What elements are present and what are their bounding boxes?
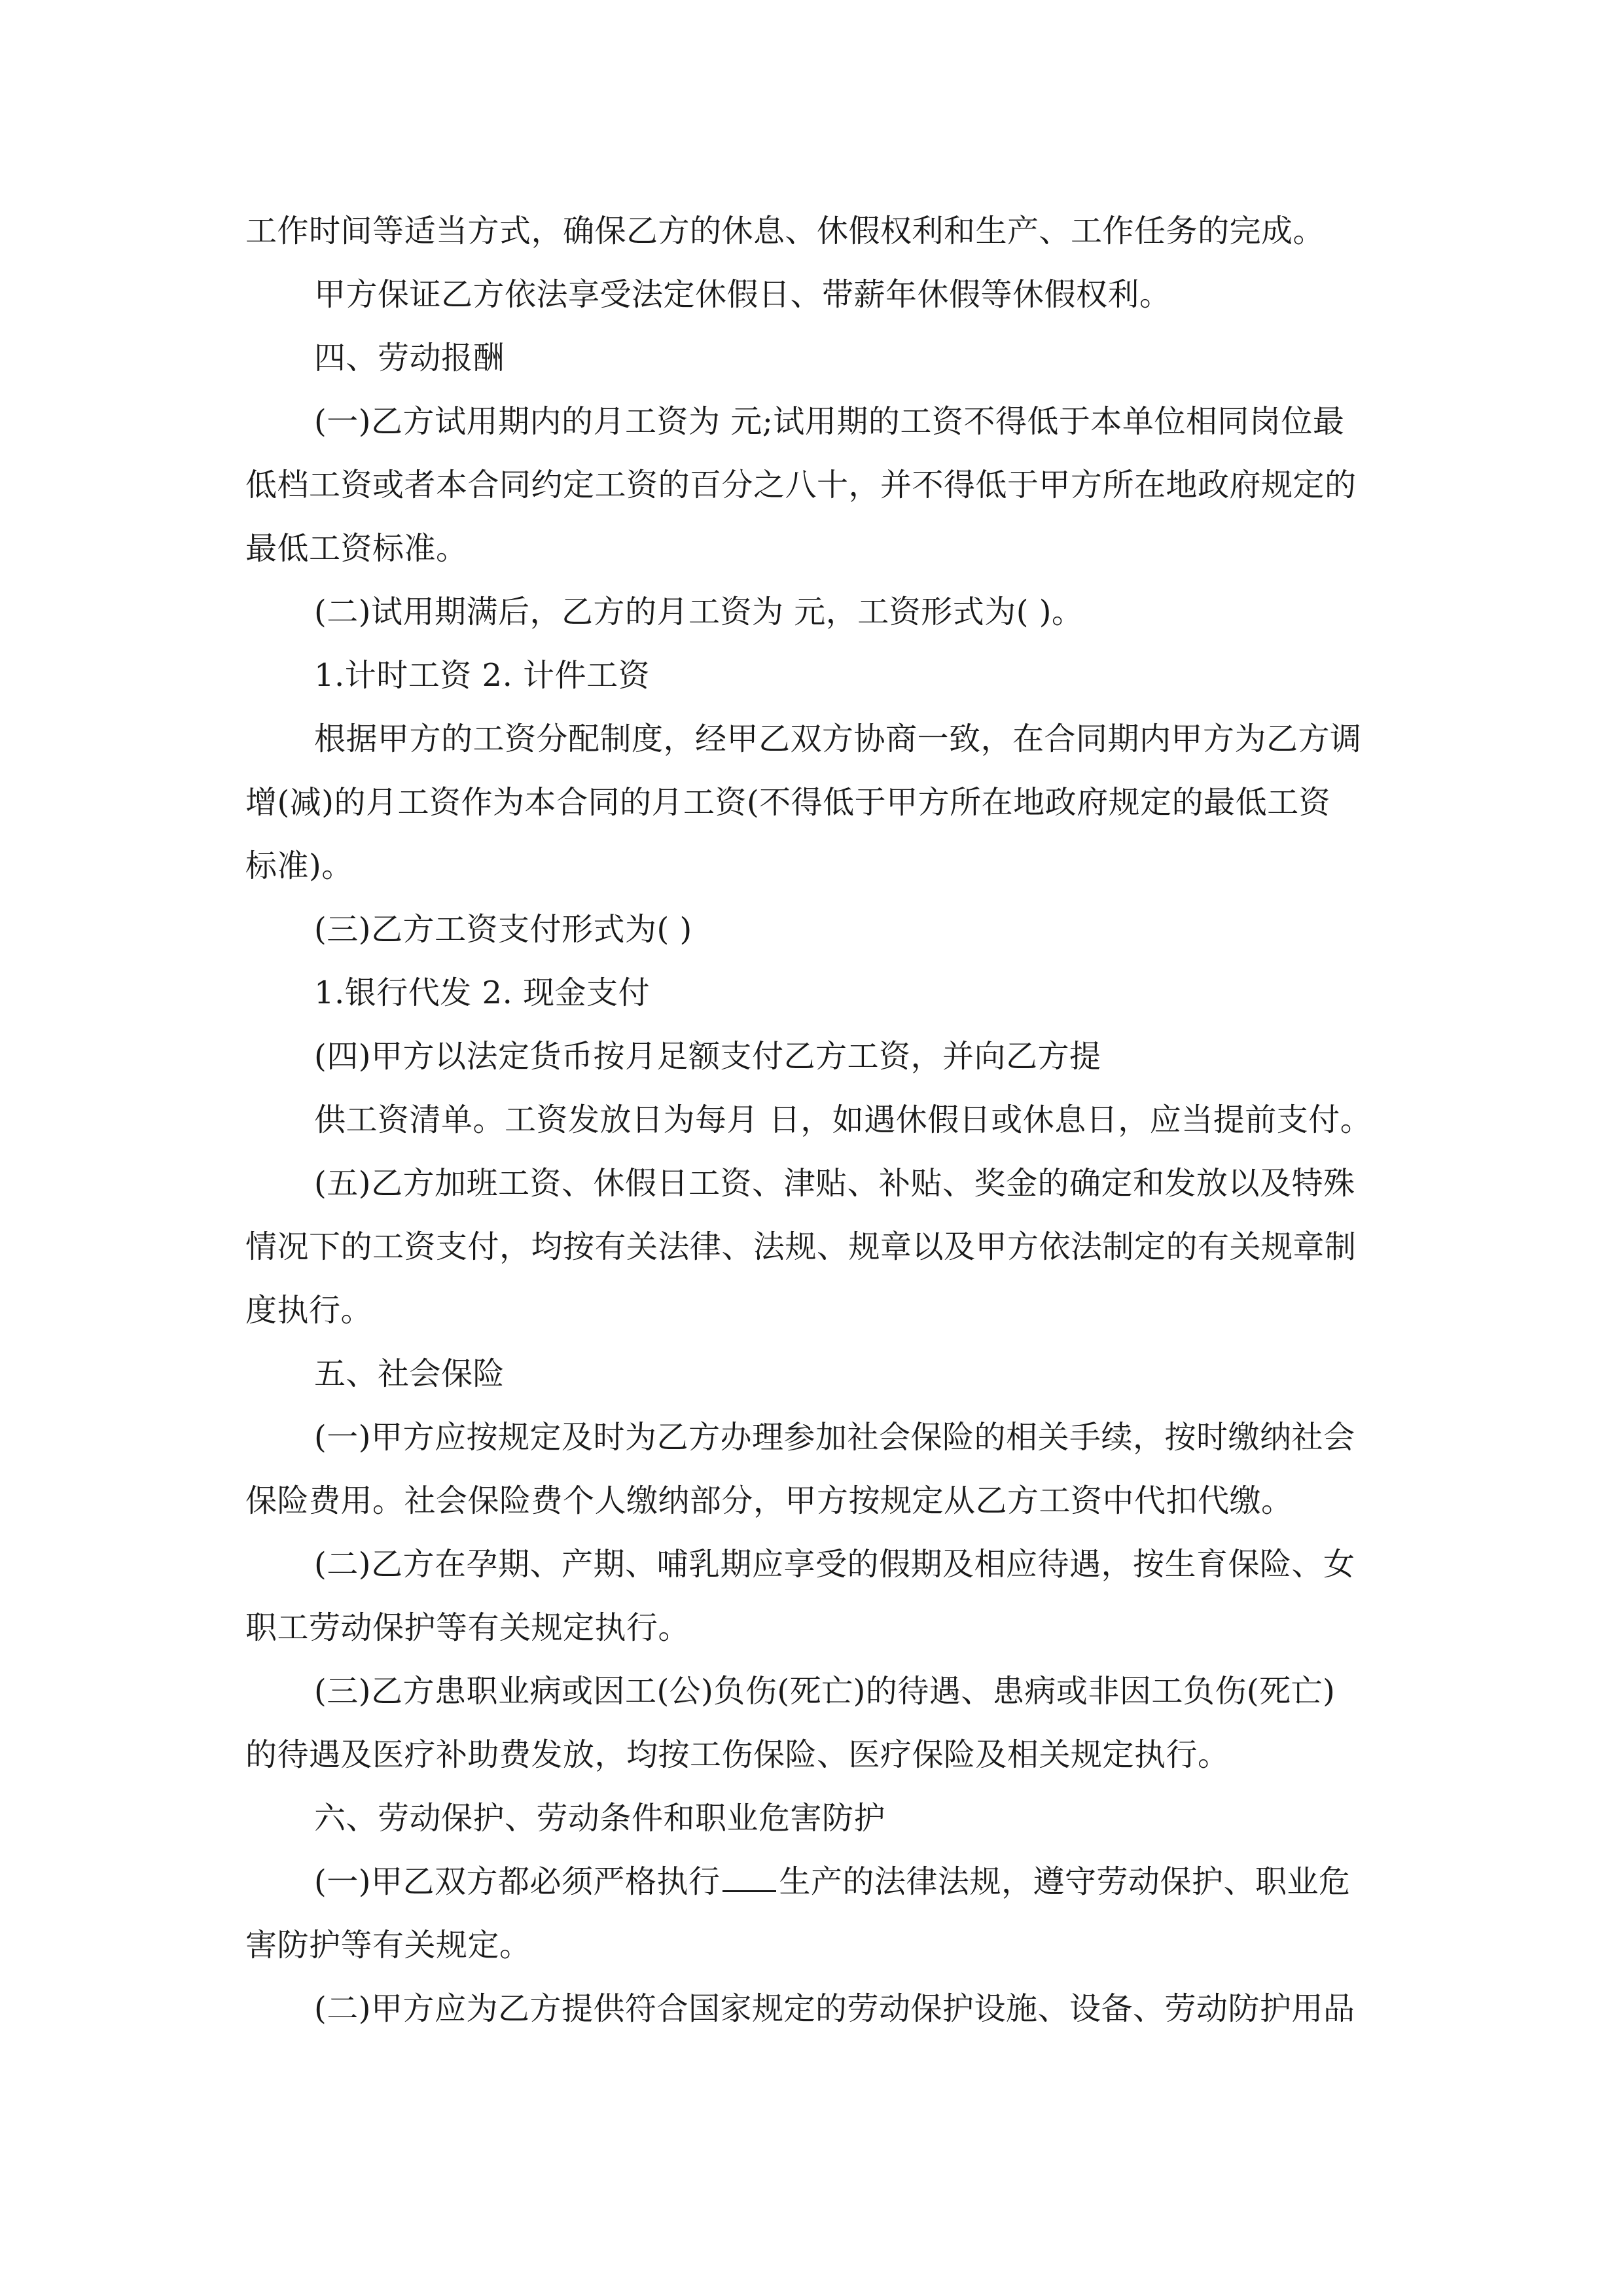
paragraph-line: (三)乙方患职业病或因工(公)负伤(死亡)的待遇、患病或非因工负伤(死亡) <box>314 1673 1336 1710</box>
paragraph-line: 最低工资标准。 <box>245 530 468 567</box>
paragraph-line: 根据甲方的工资分配制度，经甲乙双方协商一致，在合同期内甲方为乙方调 <box>314 721 1362 757</box>
paragraph-line: 情况下的工资支付，均按有关法律、法规、规章以及甲方依法制定的有关规章制 <box>245 1229 1357 1265</box>
paragraph-line: 职工劳动保护等有关规定执行。 <box>245 1609 690 1646</box>
line-text-before-blank: (一)甲乙双方都必须严格执行 <box>314 1863 721 1900</box>
paragraph-line: 供工资清单。工资发放日为每月 日，如遇休假日或休息日，应当提前支付。 <box>314 1102 1372 1138</box>
paragraph-line: 增(减)的月工资作为本合同的月工资(不得低于甲方所在地政府规定的最低工资 <box>245 784 1331 821</box>
paragraph-line: 的待遇及医疗补助费发放，均按工伤保险、医疗保险及相关规定执行。 <box>245 1736 1230 1773</box>
paragraph-line: (二)乙方在孕期、产期、哺乳期应享受的假期及相应待遇，按生育保险、女 <box>314 1546 1355 1583</box>
paragraph-line: 甲方保证乙方依法享受法定休假日、带薪年休假等休假权利。 <box>314 276 1171 313</box>
section-heading: 四、劳动报酬 <box>314 340 505 376</box>
paragraph-line: (三)乙方工资支付形式为( ) <box>314 911 692 948</box>
paragraph-line: (四)甲方以法定货币按月足额支付乙方工资，并向乙方提 <box>314 1038 1101 1075</box>
line-text-after-blank: 生产的法律法规，遵守劳动保护、职业危 <box>779 1863 1351 1900</box>
fill-in-blank <box>722 1864 776 1892</box>
paragraph-line: (一)乙方试用期内的月工资为 元;试用期的工资不得低于本单位相同岗位最 <box>314 403 1345 440</box>
paragraph-line: (二)甲方应为乙方提供符合国家规定的劳动保护设施、设备、劳动防护用品 <box>314 1990 1355 2027</box>
paragraph-line: 保险费用。社会保险费个人缴纳部分，甲方按规定从乙方工资中代扣代缴。 <box>245 1482 1293 1519</box>
paragraph-line: (二)试用期满后，乙方的月工资为 元，工资形式为( )。 <box>314 594 1084 630</box>
paragraph-line: 度执行。 <box>245 1292 373 1329</box>
paragraph-line: 1.计时工资 2. 计件工资 <box>314 657 651 694</box>
paragraph-line: 1.银行代发 2. 现金支付 <box>314 975 651 1011</box>
section-heading: 五、社会保险 <box>314 1355 505 1392</box>
paragraph-line: 害防护等有关规定。 <box>245 1927 531 1964</box>
paragraph-line: 标准)。 <box>245 848 353 884</box>
paragraph-line: 低档工资或者本合同约定工资的百分之八十，并不得低于甲方所在地政府规定的 <box>245 467 1357 503</box>
paragraph-line: 工作时间等适当方式，确保乙方的休息、休假权利和生产、工作任务的完成。 <box>245 213 1325 249</box>
paragraph-line <box>245 1850 1384 1914</box>
section-heading: 六、劳动保护、劳动条件和职业危害防护 <box>314 1800 886 1837</box>
paragraph-line: (五)乙方加班工资、休假日工资、津贴、补贴、奖金的确定和发放以及特殊 <box>314 1165 1355 1202</box>
paragraph-line: (一)甲方应按规定及时为乙方办理参加社会保险的相关手续，按时缴纳社会 <box>314 1419 1355 1456</box>
document-body <box>245 200 1384 2041</box>
